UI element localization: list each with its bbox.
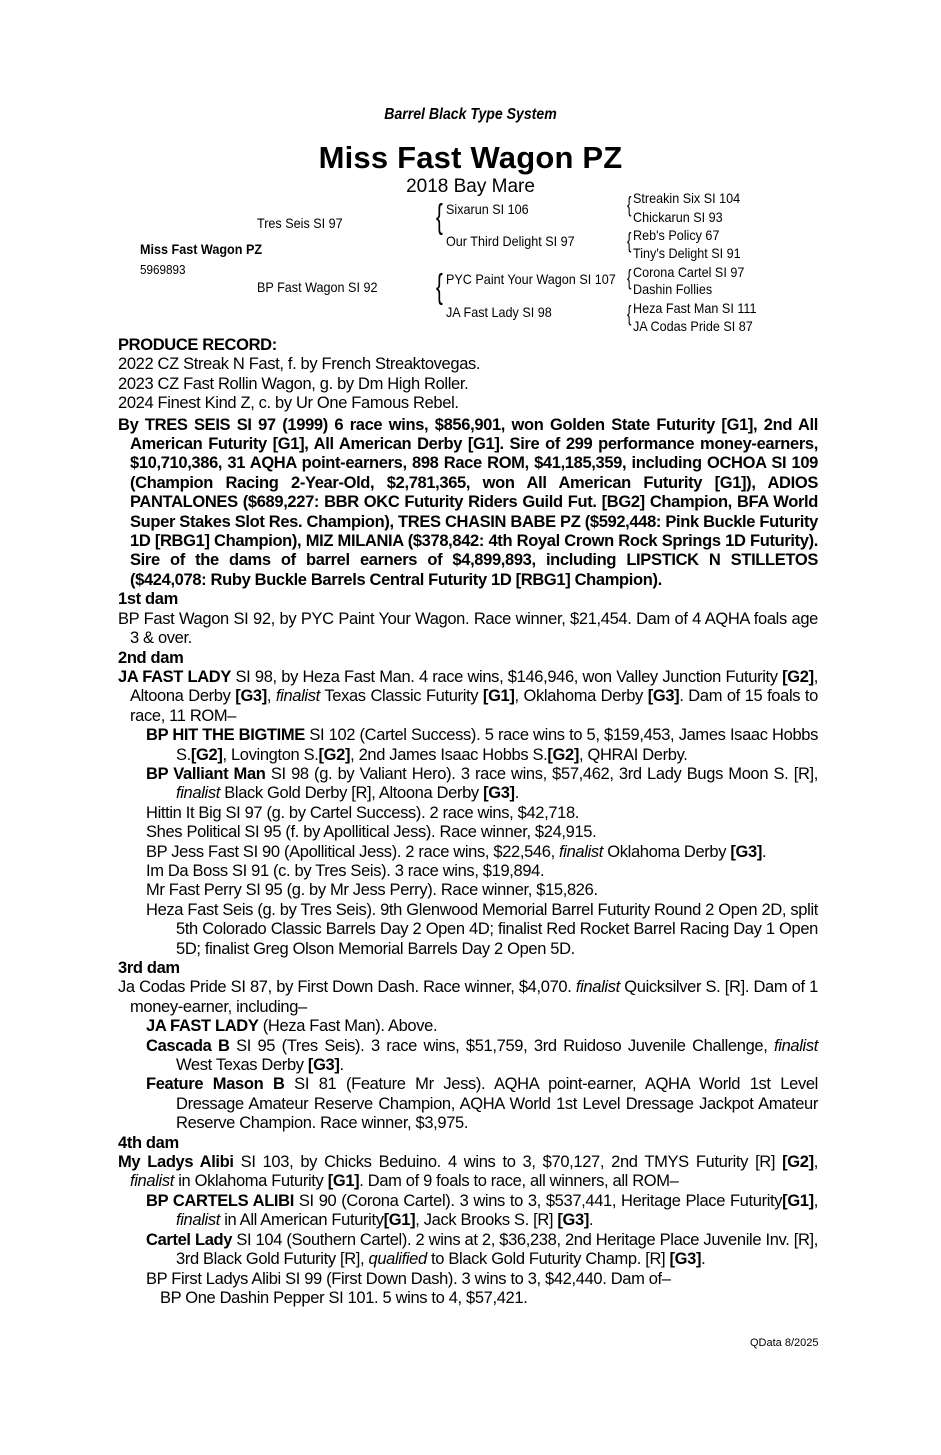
text: . [514, 784, 519, 803]
grade: [G3] [483, 784, 515, 803]
grade: [G3] [307, 1056, 340, 1075]
horse-name: JA FAST LADY [146, 1017, 259, 1036]
text: SI 98, by Heza Fast Man. 4 race wins, $146,946, won Valley Junction Futurity [231, 667, 783, 686]
pedigree-sire-sire: Sixarun SI 106 [446, 201, 529, 217]
finalist-label: finalist [275, 687, 320, 706]
text: , QHRAI Derby. [579, 745, 688, 764]
text: SI 95 (Tres Seis). 3 race wins, $51,759, 3rd Ruidoso Juvenile Challenge, [229, 1036, 775, 1055]
text: , Oklahoma Derby [514, 687, 648, 706]
produce-item: 2024 Finest Kind Z, c. by Ur One Famous Rebel. [118, 394, 459, 413]
text: . [701, 1250, 706, 1269]
horse-description: 2018 Bay Mare [406, 176, 535, 197]
offspring-entry: Mr Fast Perry SI 95 (g. by Mr Jess Perry). Race winner, $15,826. [146, 881, 598, 900]
grade: [G3] [669, 1250, 702, 1269]
text: West Texas Derby [176, 1056, 308, 1075]
grade: [G3] [557, 1211, 589, 1230]
pedigree-dam-dam: JA Fast Lady SI 98 [446, 304, 552, 320]
second-dam-heading: 2nd dam [118, 648, 184, 667]
text: in Oklahoma Futurity [173, 1172, 328, 1191]
horse-name: BP Valliant Man [146, 764, 266, 783]
offspring-entry [118, 1231, 818, 1270]
text: SI 81 (Feature Mr Jess). AQHA point-earner, AQHA World 1st Level Dressage Amateur Reserve Champion, AQHA World 1st Level Dressage Jackpot Amateur Reserve Champion. Race winner, $3,975. [176, 1075, 818, 1133]
grade: [G2] [782, 667, 814, 686]
pedigree-registration-number: 5969893 [140, 262, 186, 277]
text: , [813, 1153, 818, 1172]
sire-summary: By TRES SEIS SI 97 (1999) 6 race wins, $856,901, won Golden State Futurity [G1], 2nd All American Futurity [G1], All American Derby [G1]. Sire of 299 performance money-earners, $10,710,386, 31 AQHA point-earners, 898 Race ROM, $41,185,359, including OCHOA SI 109 (Champion Racing 2-Year-Old, $2,781,365, won All American Futurity [G1]), ADIOS PANTALONES ($689,227: BBR OKC Futurity Riders Guild Fut. [BG2] Champion, BFA World Super Stakes Slot Res. Champion), TRES CHASIN BABE PZ ($592,448: Pink Buckle Futurity 1D [RBG1] Champion), MIZ MILANIA ($378,842: 4th Royal Crown Rock Springs 1D Futurity). Sire of the dams of barrel earners of $4,899,893, including LIPSTICK N STILLETOS ($424,078: Ruby Buckle Barrels Central Futurity 1D [RBG1] Champion). [118, 415, 818, 589]
offspring-entry [118, 1075, 818, 1133]
text: Oklahoma Derby [603, 842, 731, 861]
qualified-label: qualified [368, 1250, 427, 1269]
horse-name: BP CARTELS ALIBI [146, 1191, 294, 1210]
grade: [G2] [547, 745, 579, 764]
horse-name: Cascada B [146, 1036, 230, 1055]
pedigree-sire: Tres Seis SI 97 [257, 215, 343, 231]
offspring-entry: Hittin It Big SI 97 (g. by Cartel Success). 2 race wins, $42,718. [146, 803, 580, 822]
text: in All American Futurity [219, 1211, 384, 1230]
horse-name: BP HIT THE BIGTIME [146, 726, 305, 745]
offspring-entry [118, 1192, 818, 1231]
offspring-entry [118, 843, 818, 862]
grade: [G2] [318, 745, 351, 764]
second-dam-text [118, 668, 818, 726]
text: , [266, 687, 276, 706]
horse-name: Cartel Lady [146, 1230, 233, 1249]
grade: [G3] [235, 687, 267, 706]
text: to Black Gold Futurity Champ. [R] [426, 1250, 670, 1269]
text: , Altoona Derby [130, 667, 818, 706]
pedigree-dam: BP Fast Wagon SI 92 [257, 279, 378, 295]
grade: [G2] [190, 745, 223, 764]
grade: [G2] [782, 1153, 814, 1172]
fourth-dam-heading: 4th dam [118, 1133, 179, 1152]
finalist-label: finalist [575, 978, 620, 997]
pedigree-gen4-5: Corona Cartel SI 97 [633, 264, 745, 280]
offspring-entry: Heza Fast Seis (g. by Tres Seis). 9th Glenwood Memorial Barrel Futurity Round 2 Open 2D, split 5th Colorado Classic Barrels Day 2 Open 4D; finalist Red Rocket Barrel Racing Day 1 Open 5D; finalist Greg Olson Memorial Barrels Day 2 Open 5D. [146, 900, 818, 958]
produce-item: 2022 CZ Streak N Fast, f. by French Streaktovegas. [118, 355, 481, 374]
pedigree-dam-sire: PYC Paint Your Wagon SI 107 [446, 271, 616, 287]
finalist-label: finalist [130, 1172, 174, 1191]
grade: [G1] [482, 687, 515, 706]
footer-credit: QData 8/2025 [750, 1337, 819, 1349]
text: . [588, 1211, 594, 1230]
text: , [813, 1191, 819, 1210]
finalist-label: finalist [774, 1036, 818, 1055]
brace-icon: { [627, 192, 632, 217]
produce-record-heading: PRODUCE RECORD: [118, 336, 277, 354]
pedigree-gen4-4: Tiny's Delight SI 91 [633, 245, 741, 261]
grade: [G1] [782, 1191, 814, 1210]
text: Texas Classic Futurity [319, 687, 483, 706]
grade: [G1] [383, 1211, 416, 1230]
brace-icon: { [436, 198, 443, 236]
produce-item: 2023 CZ Fast Rollin Wagon, g. by Dm High Roller. [118, 374, 469, 393]
pedigree-gen4-7: Heza Fast Man SI 111 [633, 300, 757, 316]
text: SI 98 (g. by Valiant Hero). 3 race wins, $57,462, 3rd Lady Bugs Moon S. [R], [265, 764, 818, 783]
offspring-entry [118, 765, 818, 804]
horse-name: Feature Mason B [146, 1075, 285, 1094]
first-dam-text: BP Fast Wagon SI 92, by PYC Paint Your Wagon. Race winner, $21,454. Dam of 4 AQHA foals age 3 & over. [118, 609, 818, 648]
text: (Heza Fast Man). Above. [258, 1017, 438, 1036]
offspring-entry [118, 726, 818, 765]
pedigree-gen4-8: JA Codas Pride SI 87 [633, 318, 753, 334]
system-title: Barrel Black Type System [384, 106, 557, 123]
pedigree-gen4-2: Chickarun SI 93 [633, 209, 723, 225]
offspring-entry: Shes Political SI 95 (f. by Apollitical Jess). Race winner, $24,915. [146, 823, 597, 842]
finalist-label: finalist [559, 842, 604, 861]
grade: [G1] [327, 1172, 360, 1191]
brace-icon: { [627, 265, 632, 290]
pedigree-subject-name: Miss Fast Wagon PZ [140, 241, 263, 257]
pedigree-gen4-3: Reb's Policy 67 [633, 227, 720, 243]
finalist-label: finalist [176, 784, 220, 803]
text: Black Gold Derby [R], Altoona Derby [219, 784, 484, 803]
text: . [339, 1056, 344, 1075]
horse-name-title: Miss Fast Wagon PZ [318, 140, 623, 175]
offspring-entry [118, 1037, 818, 1076]
offspring-entry: Im Da Boss SI 91 (c. by Tres Seis). 3 race wins, $19,894. [146, 861, 545, 880]
third-dam-text [118, 978, 818, 1017]
text: SI 90 (Corona Cartel). 3 wins to 3, $537,441, Heritage Place Futurity [293, 1191, 783, 1210]
fourth-dam-text [118, 1153, 818, 1192]
pedigree-document-body [118, 336, 818, 1308]
first-dam-heading: 1st dam [118, 590, 178, 609]
text: . Dam of 9 foals to race, all winners, all ROM– [359, 1172, 679, 1191]
text: Quicksilver S. [R]. Dam of 1 money-earner, including– [130, 978, 818, 1016]
text: SI 104 (Southern Cartel). 2 wins at 2, $36,238, 2nd Heritage Place Juvenile Inv. [R], 3rd Black Gold Futurity [R], [176, 1230, 818, 1269]
grand-offspring-entry: BP One Dashin Pepper SI 101. 5 wins to 4, $57,421. [160, 1288, 528, 1307]
horse-name: My Ladys Alibi [118, 1153, 234, 1172]
grade: [G3] [647, 687, 680, 706]
text: BP Jess Fast SI 90 (Apollitical Jess). 2 race wins, $22,546, [146, 842, 560, 861]
text: , Lovington S. [222, 745, 319, 764]
pedigree-gen4-6: Dashin Follies [633, 281, 713, 297]
brace-icon: { [627, 301, 632, 326]
text: , 2nd James Isaac Hobbs S. [350, 745, 548, 764]
offspring-entry: BP First Ladys Alibi SI 99 (First Down Dash). 3 wins to 3, $42,440. Dam of– [146, 1269, 671, 1288]
text: SI 102 (Cartel Success). 5 race wins to 5, $159,453, James Isaac Hobbs S. [176, 726, 818, 764]
text: , Jack Brooks S. [R] [415, 1211, 558, 1230]
horse-name: JA FAST LADY [118, 667, 232, 686]
offspring-entry [118, 1017, 818, 1036]
third-dam-heading: 3rd dam [118, 959, 180, 977]
text: Ja Codas Pride SI 87, by First Down Dash. Race winner, $4,070. [118, 978, 576, 997]
pedigree-sire-dam: Our Third Delight SI 97 [446, 233, 575, 249]
brace-icon: { [627, 228, 632, 253]
text: SI 103, by Chicks Beduino. 4 wins to 3, $70,127, 2nd TMYS Futurity [R] [233, 1153, 783, 1172]
brace-icon: { [436, 268, 443, 306]
finalist-label: finalist [176, 1211, 220, 1230]
pedigree-gen4-1: Streakin Six SI 104 [633, 190, 741, 206]
text: . Dam of 15 foals to race, 11 ROM– [130, 687, 818, 725]
grade: [G3] [730, 842, 763, 861]
text: . [762, 842, 767, 861]
